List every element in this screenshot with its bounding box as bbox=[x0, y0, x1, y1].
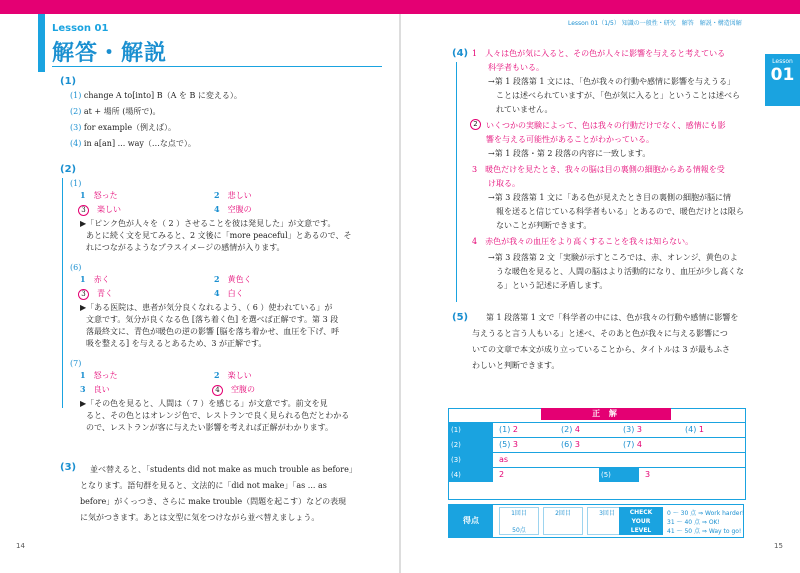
section-2-number: (2) bbox=[60, 164, 77, 175]
s4-line-16: うな暖色を見ると、人間の脳はより活動的になり、血圧が少し高くな bbox=[496, 267, 744, 276]
s4-line-2: 科学者もいる。 bbox=[472, 63, 544, 72]
s3-line-1: 並べ替えると、「students did not make as much trouble as before」 bbox=[90, 465, 357, 474]
s2-q7-option-2: 2 楽しい bbox=[214, 370, 252, 380]
side-tab-label: Lesson bbox=[772, 58, 793, 65]
answer-cell: (7) 4 bbox=[623, 440, 642, 449]
s2-q5-option-4: 4 空腹の bbox=[214, 204, 252, 214]
answer-row-label: (1) bbox=[449, 423, 493, 437]
right-page bbox=[400, 14, 800, 573]
s3-line-3: before」がくっつき、さらに make trouble（問題を起こす）などの表現 bbox=[80, 497, 347, 506]
s1-item-4: (4) in a[an] ... way（…な点で）。 bbox=[70, 139, 196, 148]
score-cell-2: 2回目 bbox=[543, 507, 583, 535]
s5-line-3: いての文章で本文が成り立っていることから、タイトルは 3 が最もふさ bbox=[472, 345, 731, 354]
s4-line-11: →第 3 段落第 1 文に「ある色が見えたとき目の裏側の細胞が脳に情 bbox=[488, 193, 732, 202]
s5-line-4: わしいと判断できます。 bbox=[472, 361, 560, 370]
s2-q7-exp-1: ▶「その色を見ると、人間は（ 7 ）を感じる」が文意です。前文を見 bbox=[80, 399, 328, 408]
answer-cell: as bbox=[499, 455, 509, 464]
s1-item-2: (2) at + 場所 (場所で)。 bbox=[70, 107, 161, 116]
s2-q6-exp-4: 吸を整える] を与えるとあるため、3 が正解です。 bbox=[86, 339, 267, 348]
s2-q5-exp-1: ▶「ピンク色が人々を（ 2 ）させることを彼は発見した」が文意です。 bbox=[80, 219, 336, 228]
s2-q6-exp-2: 文意です。気分が良くなる色 [落ち着く色] を選べば正解です。第 3 段 bbox=[86, 315, 339, 324]
lesson-tab-marker bbox=[38, 14, 45, 72]
s2-q6-number: (6) bbox=[70, 263, 82, 272]
answer-cell: (6) 3 bbox=[561, 440, 580, 449]
s2-q7-option-4: 4 空腹の bbox=[212, 384, 255, 396]
page-title: 解答・解説 bbox=[52, 41, 168, 66]
s1-item-3: (3) for example（例えば）。 bbox=[70, 123, 177, 132]
answer-cell: (1) 2 bbox=[499, 425, 518, 434]
answer-row-3 bbox=[449, 452, 745, 467]
section-1-number: (1) bbox=[60, 76, 77, 87]
score-cell-1: 1回目 50点 bbox=[499, 507, 539, 535]
section-4-rule bbox=[456, 62, 457, 302]
answer-table-header: 正 解 bbox=[541, 408, 671, 420]
section-3-number: (3) bbox=[60, 462, 77, 473]
answer-row-label: (5) bbox=[599, 468, 639, 482]
answer-row-label: (2) bbox=[449, 438, 493, 452]
s5-line-2: 与えうると言う人もいる」と述べ、そのあと色が我々に与える影響につ bbox=[472, 329, 728, 338]
s2-q7-exp-2: ると、その色とはオレンジ色で、レストランで良く見られる色だとわかる bbox=[86, 411, 350, 420]
s4-line-5: れていません。 bbox=[496, 105, 553, 114]
score-box bbox=[448, 504, 744, 538]
s2-q5-number: (1) bbox=[70, 179, 82, 188]
check-your-level: CHECK YOUR LEVEL bbox=[619, 507, 663, 535]
score-cell-3: 3回目 bbox=[587, 507, 627, 535]
answer-row-4 bbox=[449, 467, 745, 482]
s4-line-8: →第 1 段落・第 2 段落の内容に一致します。 bbox=[488, 149, 651, 158]
level-1: 0 ～ 30 点 ⇒ Work harder! bbox=[667, 510, 745, 517]
s2-q6-option-3: 3 青く bbox=[78, 288, 113, 300]
answer-cell: (4) 1 bbox=[685, 425, 704, 434]
title-rule bbox=[52, 66, 382, 67]
level-3: 41 ～ 50 点 ⇒ Way to go! bbox=[667, 528, 742, 535]
s2-q5-option-3: 3 楽しい bbox=[78, 204, 121, 216]
answer-cell: 2 bbox=[499, 470, 505, 479]
s1-item-1: (1) change A to[into] B（A を B に変える）。 bbox=[70, 91, 242, 100]
answer-row-2 bbox=[449, 437, 745, 452]
s2-q6-exp-1: ▶「ある医院は、患者が気分良くなれるよう、（ 6 ）使われている」が bbox=[80, 303, 333, 312]
s4-line-6: いくつかの実験によって、色は我々の行動だけでなく、感情にも影 bbox=[486, 121, 726, 130]
s4-line-1: 1 人々は色が気に入ると、その色が人々に影響を与えると考えている bbox=[472, 49, 726, 58]
s2-q5-exp-3: れにつながるようなプラスイメージの感情が入ります。 bbox=[86, 243, 285, 252]
top-color-bar bbox=[0, 0, 800, 14]
s4-line-17: る」という記述に矛盾します。 bbox=[496, 281, 608, 290]
answer-cell: 3 bbox=[645, 470, 651, 479]
s2-q6-exp-3: 落最終文に、青色が暖色の逆の影響 [脳を落ち着かせ、血圧を下げ、呼 bbox=[86, 327, 340, 336]
s2-q6-option-4: 4 白く bbox=[214, 288, 244, 298]
answer-cell: (3) 3 bbox=[623, 425, 642, 434]
s4-line-3: →第 1 段落第 1 文には、「色が我々の行動や感情に影響を与えうる」 bbox=[488, 77, 736, 86]
running-head: Lesson 01（1/5） 知識の一般性・研究 解答 解説・構造図解 bbox=[568, 20, 742, 27]
s4-line-9: 3 暖色だけを見たとき、我々の脳は目の裏側の細胞からある情報を受 bbox=[472, 165, 725, 174]
lesson-side-tab bbox=[765, 54, 800, 106]
answer-row-1 bbox=[449, 422, 745, 437]
answer-cell: (5) 3 bbox=[499, 440, 518, 449]
s3-line-4: に気がつきます。あとは文型に気をつけながら並べ替えましょう。 bbox=[80, 513, 320, 522]
s2-q6-option-2: 2 黄色く bbox=[214, 274, 252, 284]
answer-cell: (2) 4 bbox=[561, 425, 580, 434]
score-label: 得点 bbox=[449, 505, 493, 537]
s4-line-12: 報を送ると信じている科学者もいる」とあるので、暖色だけとは限ら bbox=[496, 207, 744, 216]
s4-correct-circle: 2 bbox=[470, 119, 481, 130]
answer-row-label: (3) bbox=[449, 453, 493, 467]
s2-q7-exp-3: ので、レストランが客に与えたい影響を考えれば正解がわかります。 bbox=[86, 423, 333, 432]
left-page-number: 14 bbox=[16, 542, 25, 550]
left-page bbox=[0, 14, 400, 573]
level-2: 31 ～ 40 点 ⇒ OK! bbox=[667, 519, 720, 526]
s4-line-13: ないことが判断できます。 bbox=[496, 221, 592, 230]
s4-line-14: 4 赤色が我々の血圧をより高くすることを我々は知らない。 bbox=[472, 237, 694, 246]
s2-q5-exp-2: あとに続く文を見てみると、2 文後に「more peaceful」とあるので、そ bbox=[86, 231, 352, 240]
s4-line-4: ことは述べられていますが、「色が気に入ると」ということは述べら bbox=[496, 91, 740, 100]
s4-line-7: 響を与える可能性があることがわかっている。 bbox=[486, 135, 654, 144]
answer-row-label: (4) bbox=[449, 468, 493, 482]
section-2-rule bbox=[62, 178, 63, 408]
s2-q7-number: (7) bbox=[70, 359, 82, 368]
answer-table bbox=[448, 408, 746, 500]
s3-line-2: となります。語句群を見ると、文法的に「did not make」「as ... as bbox=[80, 481, 327, 490]
s4-line-15: →第 3 段落第 2 文「実験が示すところでは、赤、オレンジ、黄色のよ bbox=[488, 253, 738, 262]
right-page-number: 15 bbox=[774, 542, 783, 550]
section-5-number: (5) bbox=[452, 312, 469, 323]
s5-line-1: 第 1 段落第 1 文で「科学者の中には、色が我々の行動や感情に影響を bbox=[486, 313, 739, 322]
s2-q7-option-1: 1 怒った bbox=[80, 370, 118, 380]
lesson-label: Lesson 01 bbox=[52, 23, 109, 34]
s4-line-10: け取る。 bbox=[472, 179, 520, 188]
side-tab-number: 01 bbox=[770, 65, 795, 85]
s2-q5-option-1: 1 怒った bbox=[80, 190, 118, 200]
s2-q7-option-3: 3 良い bbox=[80, 384, 110, 394]
section-4-number: (4) bbox=[452, 48, 469, 59]
s2-q5-option-2: 2 悲しい bbox=[214, 190, 252, 200]
s2-q6-option-1: 1 赤く bbox=[80, 274, 110, 284]
